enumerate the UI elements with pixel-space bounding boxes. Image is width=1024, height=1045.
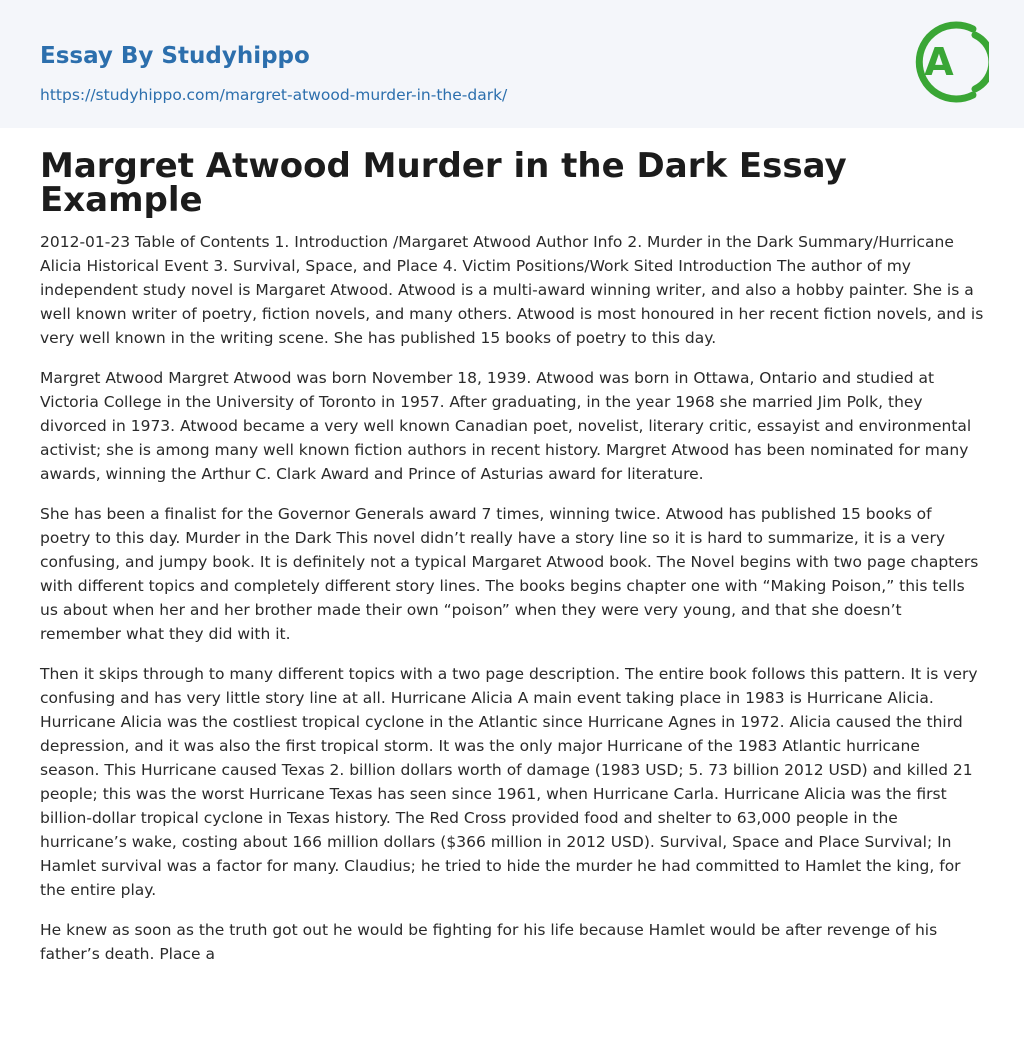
article-paragraph: He knew as soon as the truth got out he would be fighting for his life because Hamlet would be after revenge of his father’s death. Place a — [40, 921, 938, 963]
site-brand[interactable]: Essay By Studyhippo — [40, 43, 310, 69]
article-paragraph: She has been a finalist for the Governor Generals award 7 times, winning twice. Atwood has published 15 books of poetry to this day. Murder in the Dark This novel didn’t really have a story line so it is hard to summarize, it is a very confusing, and jumpy book. It is definitely not a typical Margaret Atwood book. The Novel begins with two page chapters with different topics and completely different story lines. The books begins chapter one with “Making Poison,” this tells us about when her and her brother made their own “poison” when they were very young, and that she doesn’t remember what they did with it. — [40, 505, 979, 643]
page-url-link[interactable]: https://studyhippo.com/margret-atwood-murder-in-the-dark/ — [40, 86, 508, 104]
article-body — [40, 230, 984, 982]
article-paragraph: Margret Atwood Margret Atwood was born November 18, 1939. Atwood was born in Ottawa, Ontario and studied at Victoria College in the University of Toronto in 1957. After graduating, in the year 1968 she married Jim Polk, they divorced in 1973. Atwood became a very well known Canadian poet, novelist, literary critic, essayist and environmental activist; she is among many well known fiction authors in recent history. Margret Atwood has been nominated for many awards, winning the Arthur C. Clark Award and Prince of Asturias award for literature. — [40, 369, 972, 483]
article-paragraph: 2012-01-23 Table of Contents 1. Introduction /Margaret Atwood Author Info 2. Murder in the Dark Summary/Hurricane Alicia Historical Event 3. Survival, Space, and Place 4. Victim Positions/Work Sited Introduction The author of my independent study novel is Margaret Atwood. Atwood is a multi-award winning writer, and also a hobby painter. She is a well known writer of poetry, fiction novels, and many others. Atwood is most honoured in her recent fiction novels, and is very well known in the writing scene. She has published 15 books of poetry to this day. — [40, 233, 984, 347]
article-title: Margret Atwood Murder in the Dark Essay Example — [40, 146, 847, 220]
article-paragraph: Then it skips through to many different topics with a two page description. The entire book follows this pattern. It is very confusing and has very little story line at all. Hurricane Alicia A main event taking place in 1983 is Hurricane Alicia. Hurricane Alicia was the costliest tropical cyclone in the Atlantic since Hurricane Agnes in 1972. Alicia caused the third depression, and it was also the first tropical storm. It was the only major Hurricane of the 1983 Atlantic hurricane season. This Hurricane caused Texas 2. billion dollars worth of damage (1983 USD; 5. 73 billion 2012 USD) and killed 21 people; this was the worst Hurricane Texas has seen since 1961, when Hurricane Carla. Hurricane Alicia was the first billion-dollar tropical cyclone in Texas history. The Red Cross provided food and shelter to 63,000 people in the hurricane’s wake, costing about 166 million dollars ($366 million in 2012 USD). Survival, Space and Place Survival; In Hamlet survival was a factor for many. Claudius; he tried to hide the murder he had committed to Hamlet the king, for the entire play. — [40, 665, 978, 899]
logo-letter: A — [924, 40, 954, 84]
